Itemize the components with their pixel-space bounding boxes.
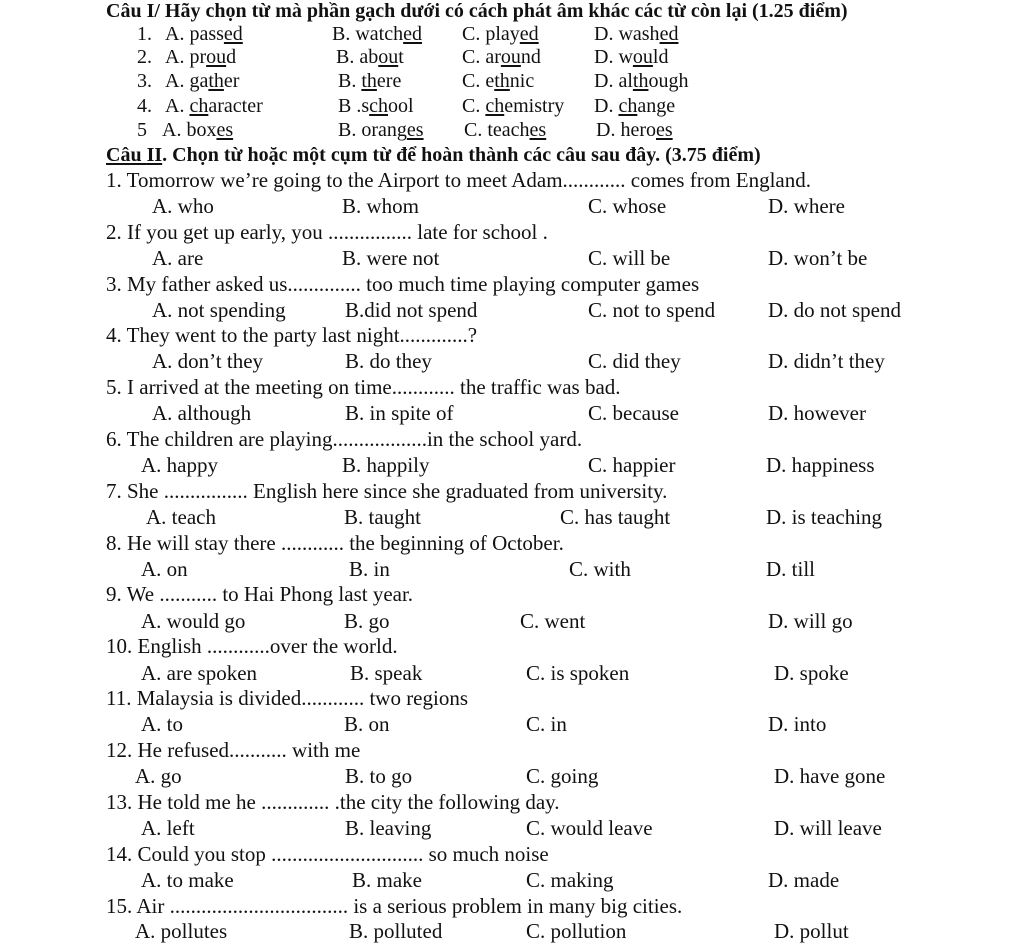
option-d: D. into [768, 712, 827, 736]
option-a: A. would go [141, 609, 246, 633]
part1-item [0, 70, 1024, 92]
options-row [0, 662, 1024, 684]
question-14 [0, 843, 1024, 865]
option-b: B. watched [332, 23, 422, 45]
options-row [0, 195, 1024, 217]
option-c: C. ethnic [462, 70, 535, 92]
option-d: D. where [768, 194, 845, 218]
option-b: B.did not spend [345, 298, 478, 322]
question-13 [0, 791, 1024, 813]
option-b: B. do they [345, 349, 432, 373]
option-d: D. is teaching [766, 505, 883, 529]
question-text: 15. Air .................................. is a serious problem in many big cities. [106, 894, 683, 918]
question-7 [0, 480, 1024, 502]
part2-heading: Câu II. Chọn từ hoặc một cụm từ để hoàn thành các câu sau đây. (3.75 điểm) [106, 144, 761, 166]
question-4 [0, 324, 1024, 346]
item-number: 4. [137, 95, 152, 117]
question-5 [0, 376, 1024, 398]
option-b: B. on [344, 712, 390, 736]
option-b: B. leaving [345, 816, 432, 840]
option-d: D. made [768, 868, 840, 892]
question-6 [0, 428, 1024, 450]
option-d: D. will go [768, 609, 853, 633]
option-a: A. passed [165, 23, 243, 45]
option-a: A. although [152, 401, 252, 425]
question-12 [0, 739, 1024, 761]
item-number: 3. [137, 70, 152, 92]
option-b: B. in spite of [345, 401, 454, 425]
option-d: D. till [766, 557, 816, 581]
option-d: D. would [594, 46, 669, 68]
option-b: B. about [336, 46, 404, 68]
option-d: D. will leave [774, 816, 882, 840]
option-d: D. won’t be [768, 246, 868, 270]
option-c: C. teaches [464, 119, 547, 141]
option-d: D. however [768, 401, 866, 425]
option-d: D. didn’t they [768, 349, 885, 373]
option-c: C. chemistry [462, 95, 565, 117]
option-d: D. although [594, 70, 689, 92]
option-a: A. not spending [152, 298, 286, 322]
option-c: C. will be [588, 246, 671, 270]
option-c: C. whose [588, 194, 667, 218]
part1-item [0, 119, 1024, 141]
question-text: 12. He refused........... with me [106, 738, 361, 762]
option-a: A. teach [146, 505, 216, 529]
option-a: A. character [165, 95, 263, 117]
option-b: B. taught [344, 505, 421, 529]
question-3 [0, 273, 1024, 295]
option-a: A. to [141, 712, 183, 736]
option-a: A. on [141, 557, 188, 581]
question-text: 2. If you get up early, you ................ late for school . [106, 220, 548, 244]
option-a: A. proud [165, 46, 237, 68]
question-11 [0, 687, 1024, 709]
option-d: D. pollut [774, 919, 849, 943]
option-c: C. went [520, 609, 586, 633]
option-c: C. going [526, 764, 599, 788]
question-text: 6. The children are playing..................in the school yard. [106, 427, 583, 451]
options-row [0, 402, 1024, 424]
option-b: B. polluted [349, 919, 443, 943]
options-row [0, 558, 1024, 580]
option-c: C. with [569, 557, 631, 581]
options-row [0, 817, 1024, 839]
option-d: D. heroes [596, 119, 673, 141]
question-15 [0, 895, 1024, 917]
option-c: C. is spoken [526, 661, 630, 685]
option-a: A. pollutes [135, 919, 228, 943]
option-c: C. has taught [560, 505, 671, 529]
options-row [0, 869, 1024, 891]
question-text: 4. They went to the party last night.............? [106, 323, 478, 347]
option-b: B. go [344, 609, 390, 633]
item-number: 2. [137, 46, 152, 68]
part1-item [0, 46, 1024, 68]
part1-item [0, 23, 1024, 45]
option-b: B. in [349, 557, 390, 581]
options-row [0, 713, 1024, 735]
question-text: 14. Could you stop ............................. so much noise [106, 842, 549, 866]
question-9 [0, 583, 1024, 605]
option-a: A. don’t they [152, 349, 264, 373]
option-d: D. have gone [774, 764, 886, 788]
option-d: D. happiness [766, 453, 875, 477]
option-c: C. played [462, 23, 539, 45]
option-c: C. not to spend [588, 298, 716, 322]
option-c: C. did they [588, 349, 681, 373]
option-c: C. because [588, 401, 679, 425]
question-text: 3. My father asked us.............. too much time playing computer games [106, 272, 700, 296]
question-text: 1. Tomorrow we’re going to the Airport to meet Adam............ comes from England. [106, 168, 812, 192]
question-1 [0, 169, 1024, 191]
option-b: B. whom [342, 194, 420, 218]
option-a: A. are spoken [141, 661, 258, 685]
options-row [0, 765, 1024, 787]
question-8 [0, 532, 1024, 554]
item-number: 5 [137, 119, 147, 141]
question-text: 7. She ................ English here since she graduated from university. [106, 479, 668, 503]
option-d: D. spoke [774, 661, 849, 685]
options-row [0, 350, 1024, 372]
option-a: A. are [152, 246, 204, 270]
question-2 [0, 221, 1024, 243]
question-text: 13. He told me he ............. .the city the following day. [106, 790, 560, 814]
option-a: A. boxes [162, 119, 234, 141]
option-a: A. happy [141, 453, 218, 477]
option-d: D. washed [594, 23, 679, 45]
options-row [0, 610, 1024, 632]
question-text: 8. He will stay there ............ the beginning of October. [106, 531, 564, 555]
part1-item [0, 95, 1024, 117]
option-a: A. who [152, 194, 214, 218]
options-row [0, 506, 1024, 528]
option-d: D. do not spend [768, 298, 901, 322]
option-a: A. left [141, 816, 195, 840]
option-b: B. make [352, 868, 422, 892]
option-b: B. there [338, 70, 402, 92]
options-row [0, 247, 1024, 269]
question-text: 10. English ............over the world. [106, 634, 398, 658]
item-number: 1. [137, 23, 152, 45]
option-b: B. happily [342, 453, 430, 477]
option-a: A. go [135, 764, 182, 788]
option-c: C. making [526, 868, 614, 892]
option-c: C. pollution [526, 919, 627, 943]
option-b: B. speak [350, 661, 423, 685]
options-row [0, 454, 1024, 476]
option-b: B. were not [342, 246, 440, 270]
question-text: 11. Malaysia is divided............ two regions [106, 686, 469, 710]
option-b: B .school [338, 95, 414, 117]
option-c: C. would leave [526, 816, 653, 840]
option-a: A. gather [165, 70, 240, 92]
options-row [0, 299, 1024, 321]
part1-heading: Câu I/ Hãy chọn từ mà phần gạch dưới có cách phát âm khác các từ còn lại (1.25 điểm) [106, 0, 848, 22]
option-b: B. to go [345, 764, 413, 788]
option-a: A. to make [141, 868, 234, 892]
question-text: 5. I arrived at the meeting on time............ the traffic was bad. [106, 375, 621, 399]
question-text: 9. We ........... to Hai Phong last year. [106, 582, 414, 606]
options-row [0, 920, 1024, 942]
question-10 [0, 635, 1024, 657]
option-d: D. change [594, 95, 676, 117]
option-c: C. happier [588, 453, 676, 477]
option-c: C. around [462, 46, 541, 68]
option-c: C. in [526, 712, 567, 736]
option-b: B. oranges [338, 119, 424, 141]
